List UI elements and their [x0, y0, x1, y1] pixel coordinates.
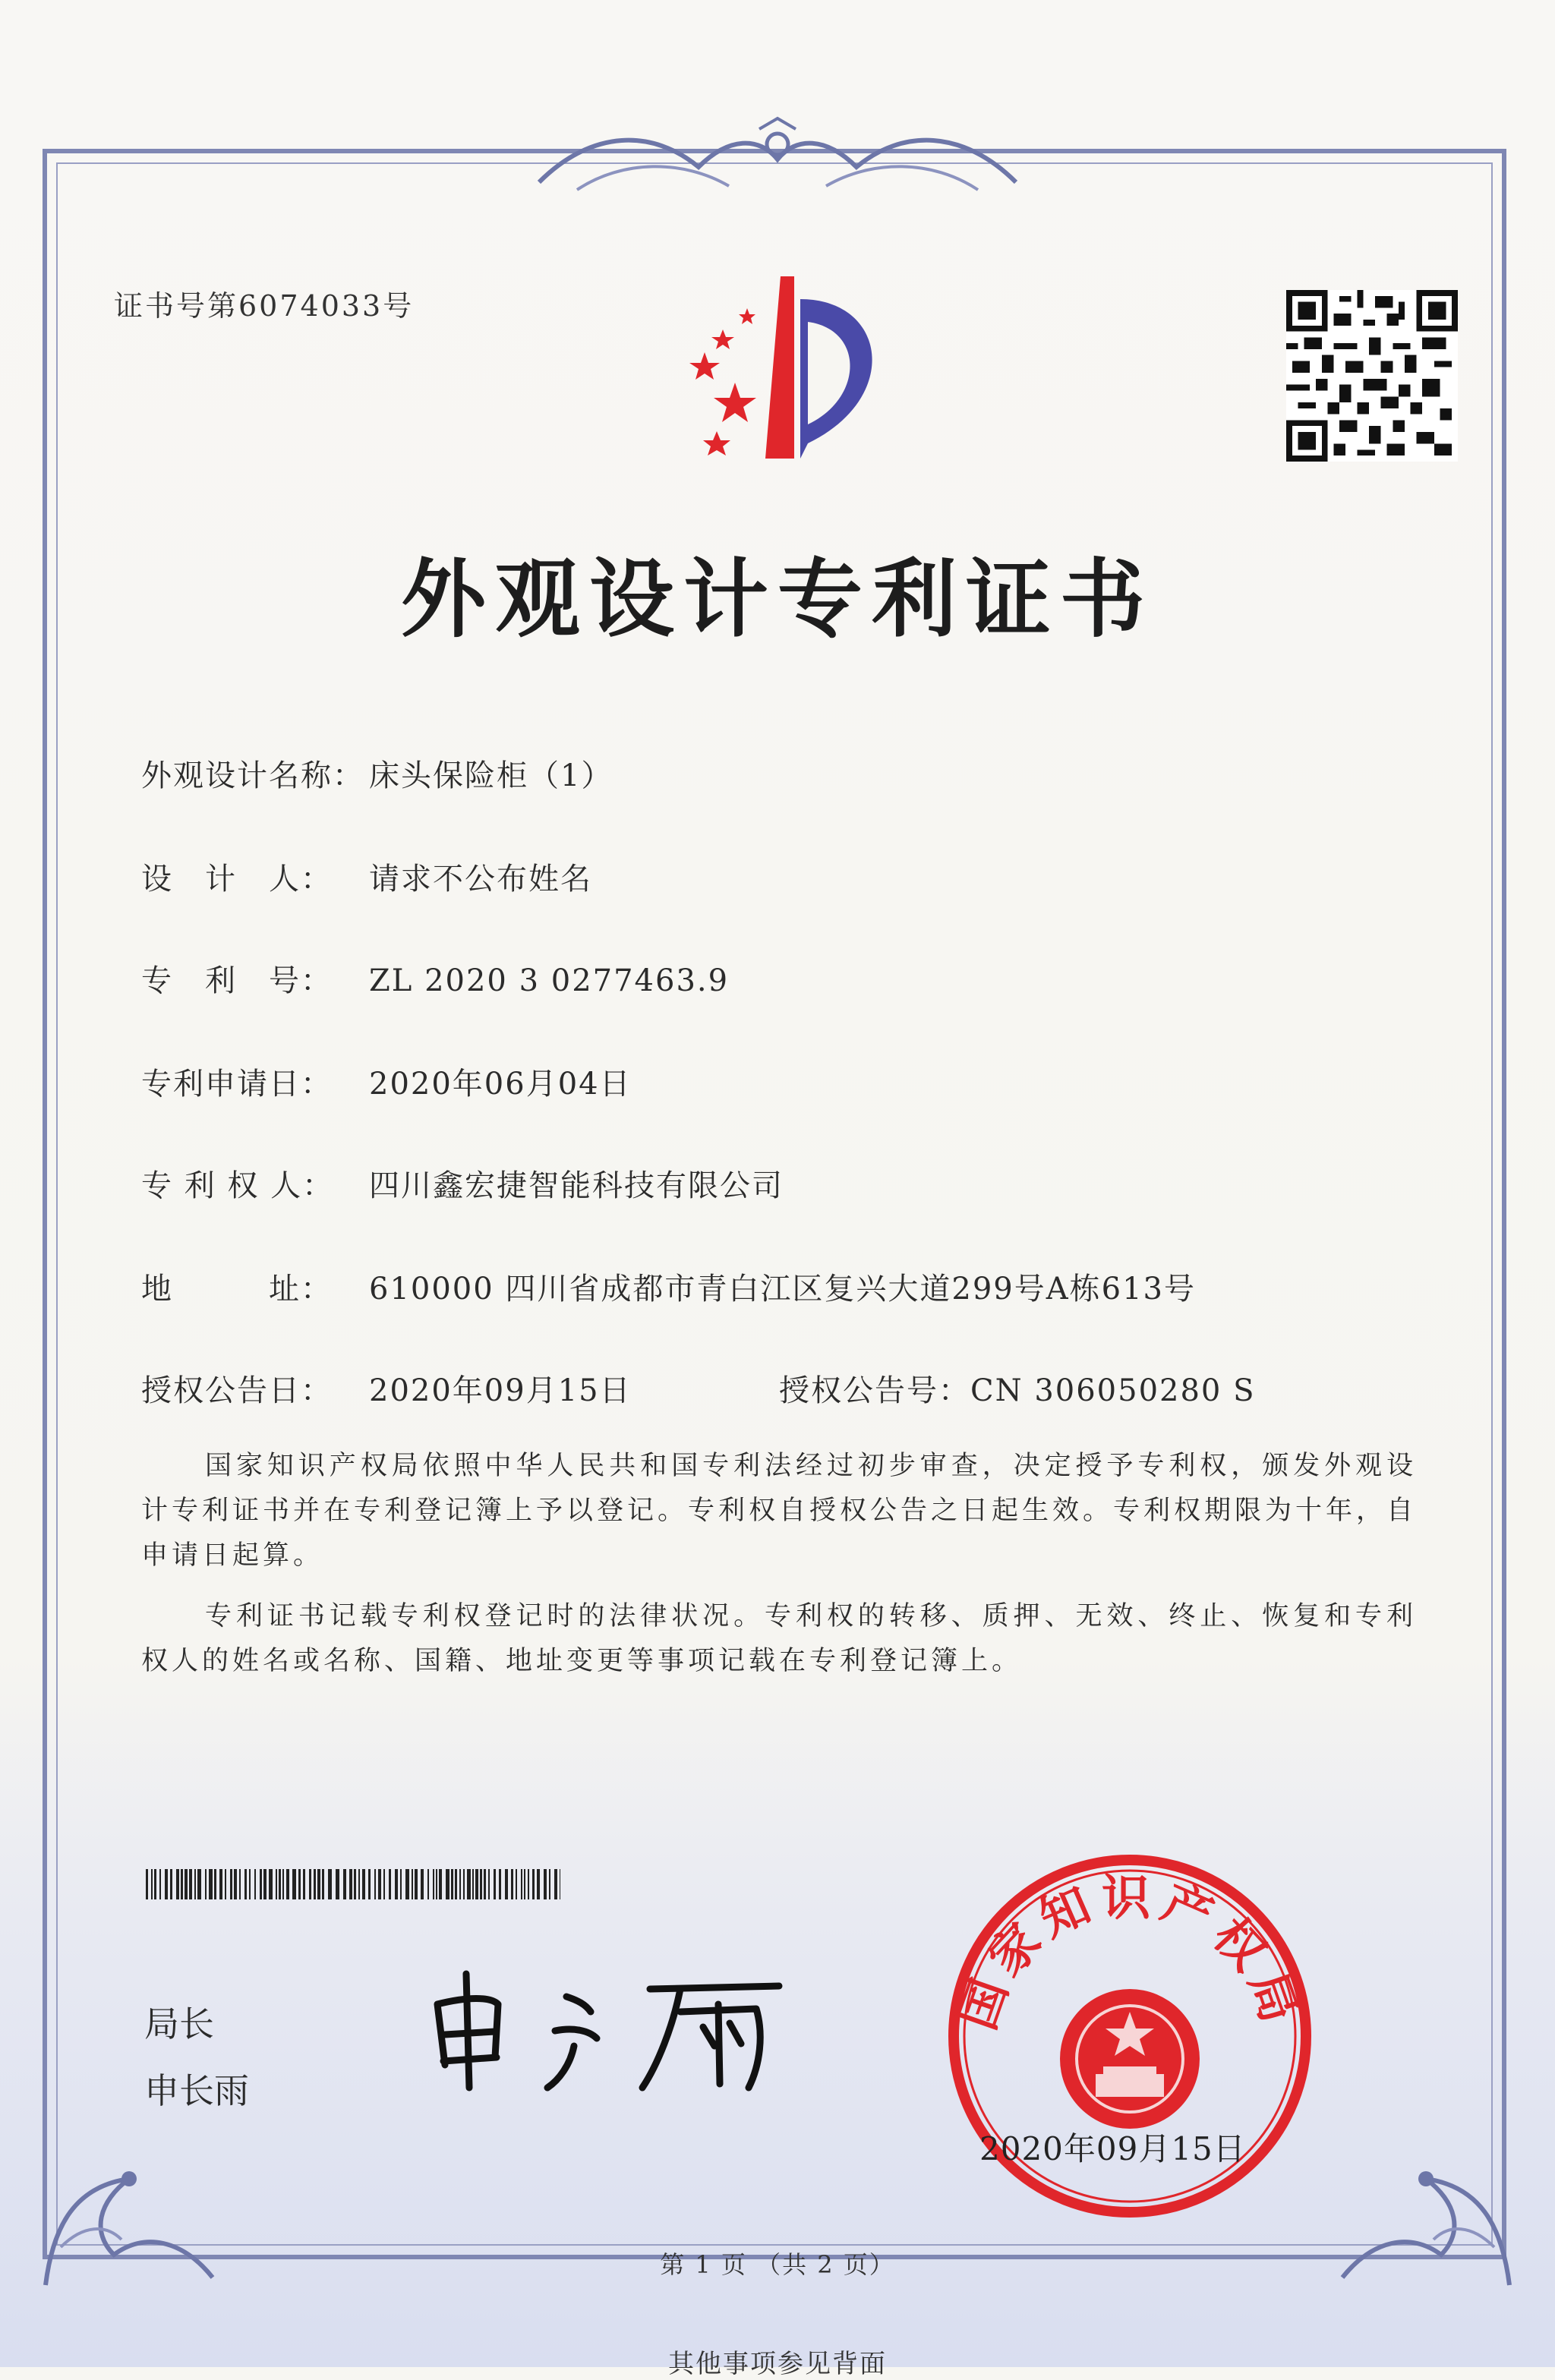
- certificate-number: 证书号第6074033号: [114, 289, 415, 323]
- page-indicator: 第 1 页 （共 2 页）: [660, 2250, 895, 2279]
- barcode-icon: [146, 1869, 560, 1899]
- field-label: 专 利 权 人：: [141, 1168, 335, 1203]
- field-label: 专利申请日：: [141, 1067, 333, 1102]
- field-value: 床头保险柜（1）: [369, 758, 613, 793]
- field-value: 四川鑫宏捷智能科技有限公司: [369, 1168, 784, 1203]
- field-label: 地 址：: [141, 1272, 333, 1307]
- statement-paragraph-1: 国家知识产权局依照中华人民共和国专利法经过初步审查，决定授予专利权，颁发外观设计专利证书并在专利登记簿上予以登记。专利权自授权公告之日起生效。专利权期限为十年，自申请日起算。: [141, 1451, 1418, 1571]
- seal-text: 国家知识产权局: [950, 1871, 1310, 2037]
- field-label: 专 利 号：: [141, 963, 333, 998]
- certificate-title: 外观设计专利证书: [401, 550, 1154, 649]
- field-grant-date: [141, 1367, 632, 1410]
- field-label: 授权公告号：: [779, 1373, 970, 1408]
- field-filing-date: [141, 1060, 632, 1103]
- field-label: 外观设计名称：: [141, 758, 364, 793]
- field-value: ZL 2020 3 0277463.9: [369, 963, 730, 998]
- director-name: 申长雨: [144, 2070, 249, 2111]
- field-value: 610000 四川省成都市青白江区复兴大道299号A栋613号: [369, 1272, 1196, 1307]
- field-design-name: [141, 752, 613, 795]
- field-address: [141, 1265, 1196, 1308]
- field-patent-number: [141, 957, 729, 1000]
- director-title: 局长: [144, 2003, 214, 2044]
- field-patentee: [141, 1162, 784, 1205]
- handwritten-signature: [422, 1959, 817, 2095]
- field-value: 2020年06月04日: [369, 1067, 632, 1102]
- field-value: CN 306050280 S: [970, 1373, 1256, 1408]
- field-value: 请求不公布姓名: [369, 862, 592, 897]
- field-grant-number: [779, 1367, 1255, 1410]
- field-designer: [141, 855, 592, 898]
- qr-code-icon: [1286, 290, 1458, 462]
- statement-paragraph-2: 专利证书记载专利权登记时的法律状况。专利权的转移、质押、无效、终止、恢复和专利权人的姓名或名称、国籍、地址变更等事项记载在专利登记簿上。: [141, 1601, 1417, 1676]
- field-label: 设 计 人：: [141, 862, 333, 897]
- field-label: 授权公告日：: [141, 1373, 333, 1408]
- footer-note: 其他事项参见背面: [668, 2349, 887, 2379]
- top-ornament-icon: [531, 114, 1024, 205]
- cnipa-emblem-icon: [659, 269, 917, 474]
- seal-date: 2020年09月15日: [979, 2130, 1246, 2167]
- field-value: 2020年09月15日: [369, 1373, 632, 1408]
